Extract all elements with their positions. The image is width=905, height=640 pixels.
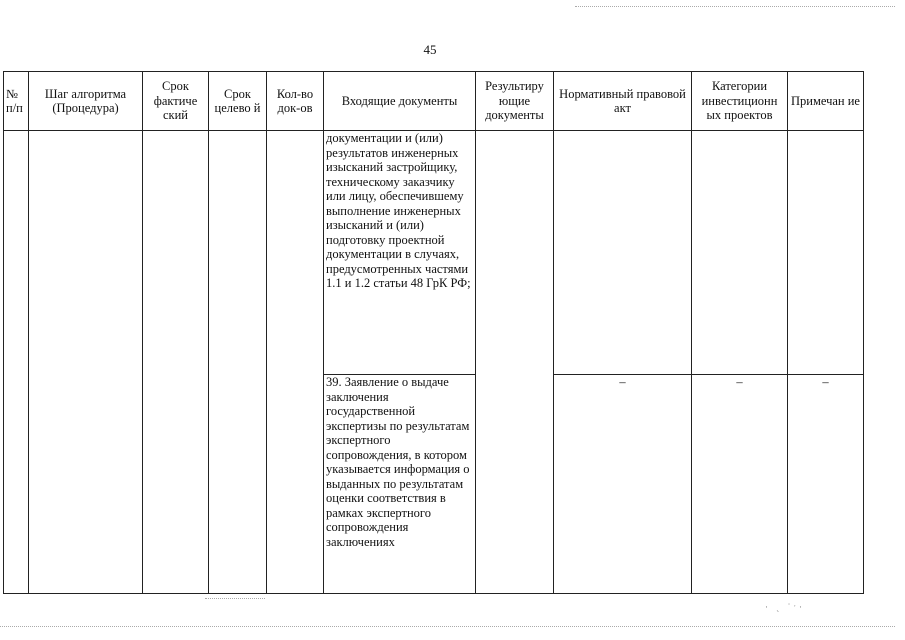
header-target-term: Срок целево й: [209, 72, 267, 131]
scan-artifact-mid: [205, 598, 265, 599]
cell-legal-act: –: [554, 375, 692, 594]
cell-note: –: [788, 375, 864, 594]
cell-incoming-docs: 39. Заявление о выдаче заключения государственной экспертизы по результатам экспертного сопровождения, в котором указывается информация о выданных по результатам оценки соответствия в рамках экспертного сопровождения заключениях: [324, 375, 476, 594]
scan-artifact-top: [575, 6, 895, 7]
scan-artifact-marks: · ˏ ˙ˑ·: [765, 602, 805, 612]
header-incoming-docs: Входящие документы: [324, 72, 476, 131]
table-row: [4, 131, 864, 375]
algorithm-table: [3, 71, 864, 594]
cell-actual-term: [143, 131, 209, 594]
scan-artifact-bottom: [0, 626, 895, 627]
header-num: № п/п: [4, 72, 29, 131]
table-header-row: [4, 72, 864, 131]
cell-result-docs: [476, 131, 554, 594]
header-step: Шаг алгоритма (Процедура): [29, 72, 143, 131]
cell-step: [29, 131, 143, 594]
page-number: 45: [423, 42, 437, 57]
cell-target-term: [209, 131, 267, 594]
cell-doc-count: [267, 131, 324, 594]
cell-incoming-docs: документации и (или) результатов инженерных изысканий застройщику, техническому заказчику или лицу, обеспечившему выполнение инженерных изысканий и (или) подготовку проектной документации в случаях, предусмотренных частями 1.1 и 1.2 статьи 48 ГрК РФ;: [324, 131, 476, 375]
cell-project-categories: –: [692, 375, 788, 594]
header-legal-act: Нормативный правовой акт: [554, 72, 692, 131]
cell-project-categories: [692, 131, 788, 375]
header-actual-term: Срок фактиче ский: [143, 72, 209, 131]
header-note: Примечан ие: [788, 72, 864, 131]
cell-note: [788, 131, 864, 375]
cell-legal-act: [554, 131, 692, 375]
header-result-docs: Результиру ющие документы: [476, 72, 554, 131]
header-project-categories: Категории инвестиционн ых проектов: [692, 72, 788, 131]
header-doc-count: Кол-во док-ов: [267, 72, 324, 131]
cell-num: [4, 131, 29, 594]
